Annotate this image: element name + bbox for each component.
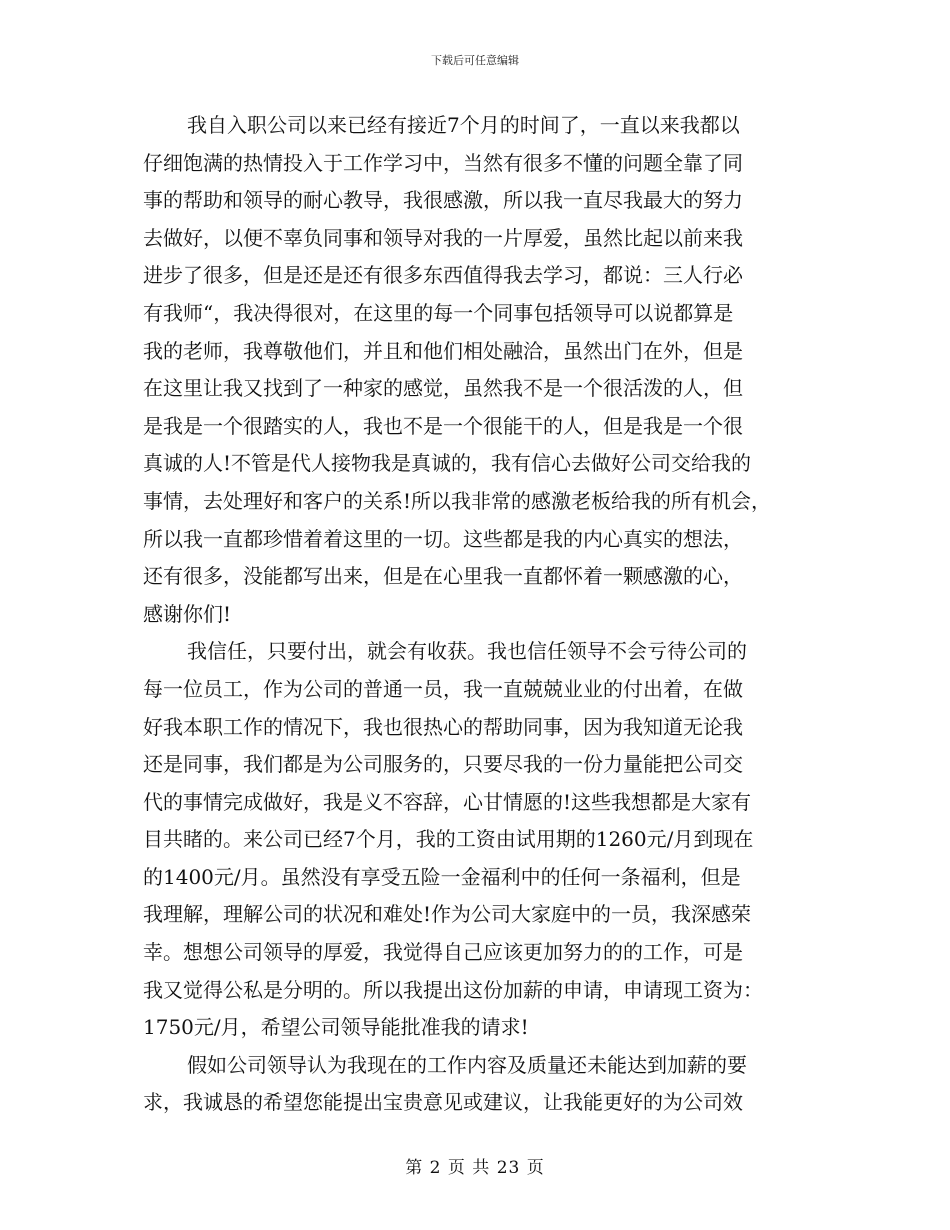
page-footer: 第 2 页 共 23 页 <box>405 1158 545 1178</box>
text-line: 事的帮助和领导的耐心教导，我很感激，所以我一直尽我最大的努力 <box>143 188 743 213</box>
text-line: 1750元/月，希望公司领导能批准我的请求! <box>143 1015 529 1040</box>
paragraph-2 <box>143 633 808 1047</box>
text-line: 我又觉得公私是分明的。所以我提出这份加薪的申请，申请现工资为： <box>143 977 763 1002</box>
text-line: 仔细饱满的热情投入于工作学习中，当然有很多不懂的问题全靠了同 <box>143 150 743 175</box>
text-line: 我的老师，我尊敬他们，并且和他们相处融洽，虽然出门在外，但是 <box>143 338 743 363</box>
text-line: 我自入职公司以来已经有接近7个月的时间了，一直以来我都以 <box>187 113 740 137</box>
text-line: 事情，去处理好和客户的关系!所以我非常的感激老板给我的所有机会， <box>143 488 772 513</box>
text-line: 假如公司领导认为我现在的工作内容及质量还未能达到加薪的要 <box>187 1052 747 1077</box>
text-line: 幸。想想公司领导的厚爱，我觉得自己应该更加努力的的工作，可是 <box>143 940 743 965</box>
text-line: 目共睹的。来公司已经7个月，我的工资由试用期的1260元/月到现在 <box>143 827 754 852</box>
text-line: 真诚的人!不管是代人接物我是真诚的，我有信心去做好公司交给我的 <box>143 451 752 476</box>
text-line: 所以我一直都珍惜着着这里的一切。这些都是我的内心真实的想法， <box>143 526 743 551</box>
text-line: 代的事情完成做好，我是义不容辞，心甘情愿的!这些我想都是大家有 <box>143 789 752 814</box>
text-line: 是我是一个很踏实的人，我也不是一个很能干的人，但是我是一个很 <box>143 413 743 438</box>
text-line: 好我本职工作的情况下，我也很热心的帮助同事，因为我知道无论我 <box>143 714 743 739</box>
text-line: 我信任，只要付出，就会有收获。我也信任领导不会亏待公司的 <box>187 639 747 664</box>
text-line: 在这里让我又找到了一种家的感觉，虽然我不是一个很活泼的人，但 <box>143 376 743 401</box>
page-header: 下载后可任意编辑 <box>431 54 519 67</box>
text-line: 我理解，理解公司的状况和难处!作为公司大家庭中的一员，我深感荣 <box>143 902 752 927</box>
document-body <box>143 107 808 1122</box>
text-line: 每一位员工，作为公司的普通一员，我一直兢兢业业的付出着，在做 <box>143 676 743 701</box>
text-line: 进步了很多，但是还是还有很多东西值得我去学习，都说：三人行必 <box>143 263 743 288</box>
text-line: 还有很多，没能都写出来，但是在心里我一直都怀着一颗感激的心， <box>143 564 743 589</box>
text-line: 的1400元/月。虽然没有享受五险一金福利中的任何一条福利，但是 <box>143 864 741 889</box>
paragraph-3 <box>143 1047 808 1122</box>
text-line: 求，我诚恳的希望您能提出宝贵意见或建议，让我能更好的为公司效 <box>143 1090 743 1115</box>
text-line: 有我师“，我决得很对，在这里的每一个同事包括领导可以说都算是 <box>143 300 734 325</box>
text-line: 还是同事，我们都是为公司服务的，只要尽我的一份力量能把公司交 <box>143 752 743 777</box>
paragraph-1 <box>143 107 808 633</box>
text-line: 去做好，以便不辜负同事和领导对我的一片厚爱，虽然比起以前来我 <box>143 225 743 250</box>
text-line: 感谢你们! <box>143 601 232 626</box>
